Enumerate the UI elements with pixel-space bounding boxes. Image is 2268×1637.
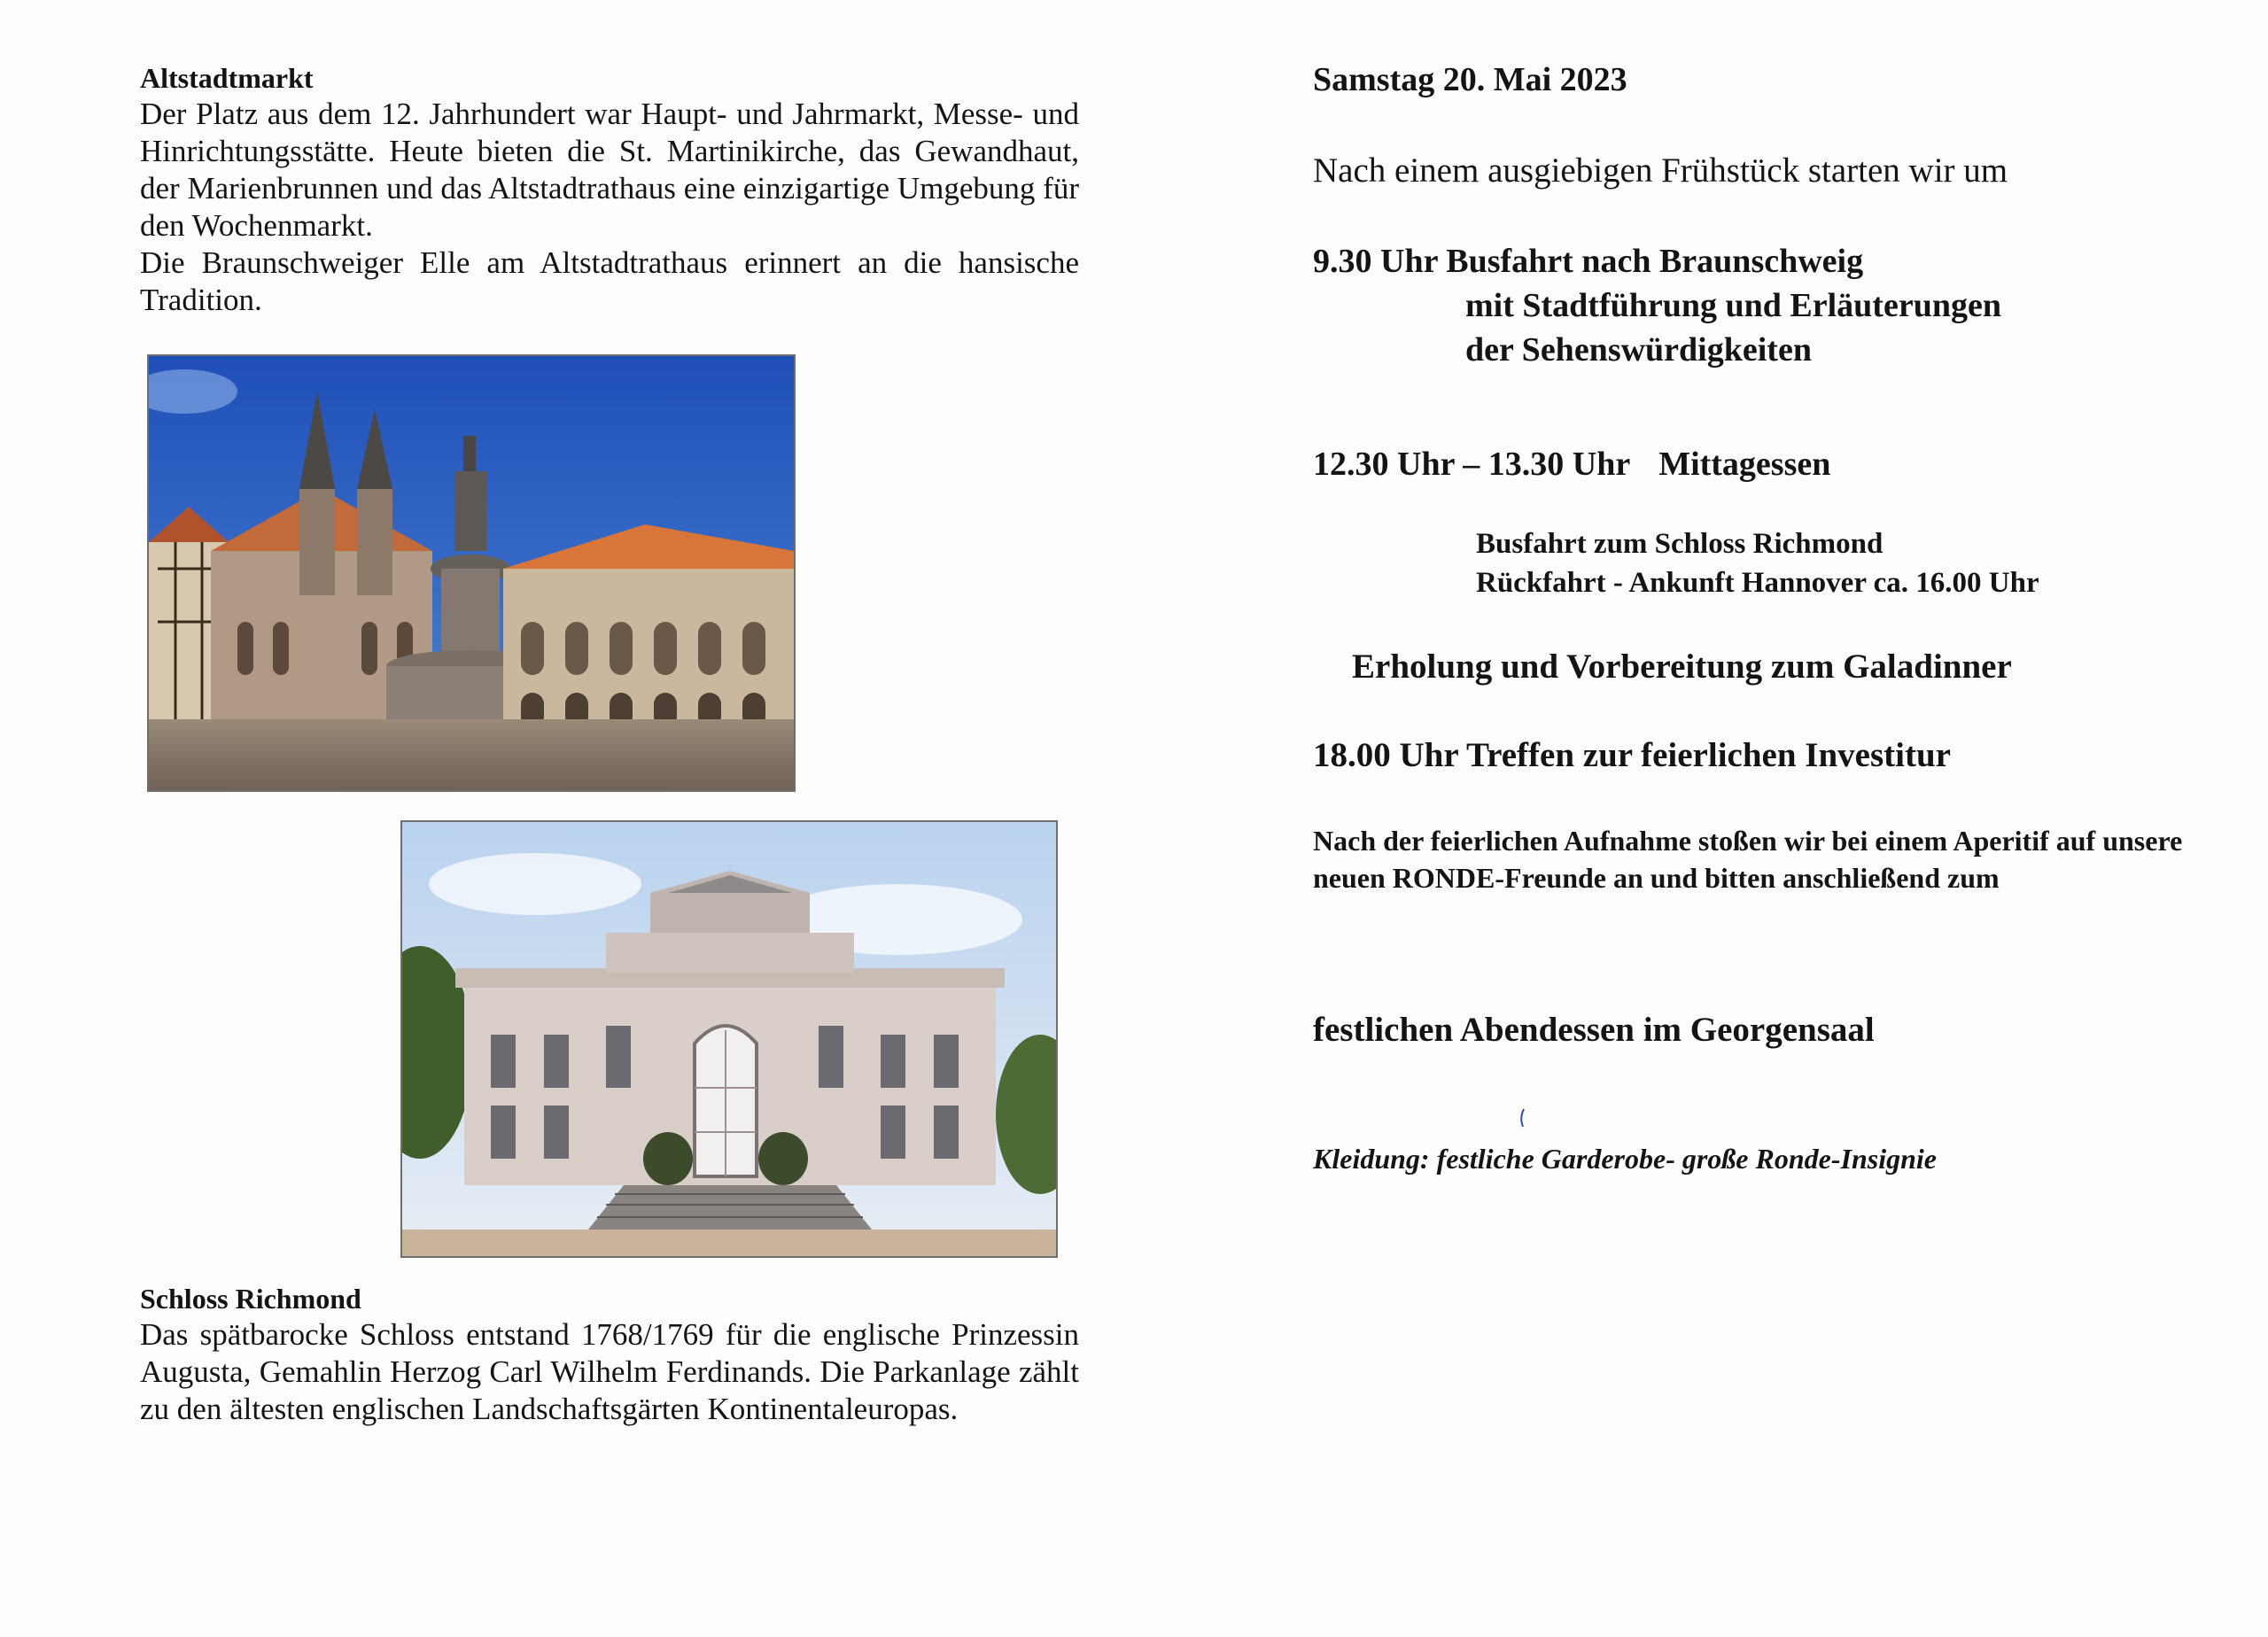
bus-trip-line3: der Sehenswürdigkeiten	[1465, 331, 1812, 369]
investitur-line: 18.00 Uhr Treffen zur feierlichen Investitur	[1313, 736, 1951, 774]
event-date: Samstag 20. Mai 2023	[1313, 61, 1627, 98]
richmond-line1: Busfahrt zum Schloss Richmond	[1476, 528, 1884, 560]
bus-trip-block	[1313, 239, 2001, 372]
dress-code: Kleidung: festliche Garderobe- große Ronde-Insignie	[1313, 1143, 1937, 1175]
lunch-label: Mittagessen	[1658, 446, 1831, 483]
elle-paragraph: Die Braunschweiger Elle am Altstadtrathaus erinnert an die hansische Tradition.	[140, 245, 1079, 317]
gala-preparation: Erholung und Vorbereitung zum Galadinner	[1352, 648, 2012, 686]
lunch-time: 12.30 Uhr – 13.30 Uhr	[1313, 446, 1631, 483]
bus-trip-line2: mit Stadtführung und Erläuterungen	[1465, 287, 2001, 324]
schloss-richmond-photo	[400, 820, 1058, 1258]
altstadtmarkt-paragraph: Der Platz aus dem 12. Jahrhundert war Haupt- und Jahrmarkt, Messe- und Hinrichtungsstätte. Heute bieten die St. Martinikirche, das Gewandhaut, der Marienbrunnen und das Altstadtrathaus eine einzigartige Umgebung für den Wochenmarkt.	[140, 97, 1079, 243]
pen-mark	[1518, 1107, 1526, 1129]
altstadtmarkt-title: Altstadtmarkt	[140, 62, 314, 94]
dinner-line: festlichen Abendessen im Georgensaal	[1313, 1011, 1875, 1049]
intro-text: Nach einem ausgiebigen Frühstück starten wir um	[1313, 151, 2008, 190]
schloss-richmond-paragraph: Das spätbarocke Schloss entstand 1768/1769 für die englische Prinzessin Augusta, Gemahlin Herzog Carl Wilhelm Ferdinands. Die Parkanlage zählt zu den ältesten englischen Landschaftsgärten Kontinentaleuropas.	[140, 1317, 1079, 1426]
schloss-richmond-section	[140, 1281, 1079, 1428]
altstadtmarkt-section	[140, 60, 1079, 319]
lunch-line	[1313, 445, 1830, 484]
bus-trip-line1: 9.30 Uhr Busfahrt nach Braunschweig	[1313, 243, 1864, 280]
richmond-trip-block	[1476, 524, 2039, 602]
richmond-line2: Rückfahrt - Ankunft Hannover ca. 16.00 Uhr	[1476, 567, 2039, 599]
altstadtmarkt-photo	[147, 354, 796, 792]
schloss-richmond-title: Schloss Richmond	[140, 1283, 361, 1315]
aperitif-paragraph: Nach der feierlichen Aufnahme stoßen wir bei einem Aperitif auf unsere neuen RONDE-Freunde an und bitten anschließend zum	[1313, 825, 2183, 894]
